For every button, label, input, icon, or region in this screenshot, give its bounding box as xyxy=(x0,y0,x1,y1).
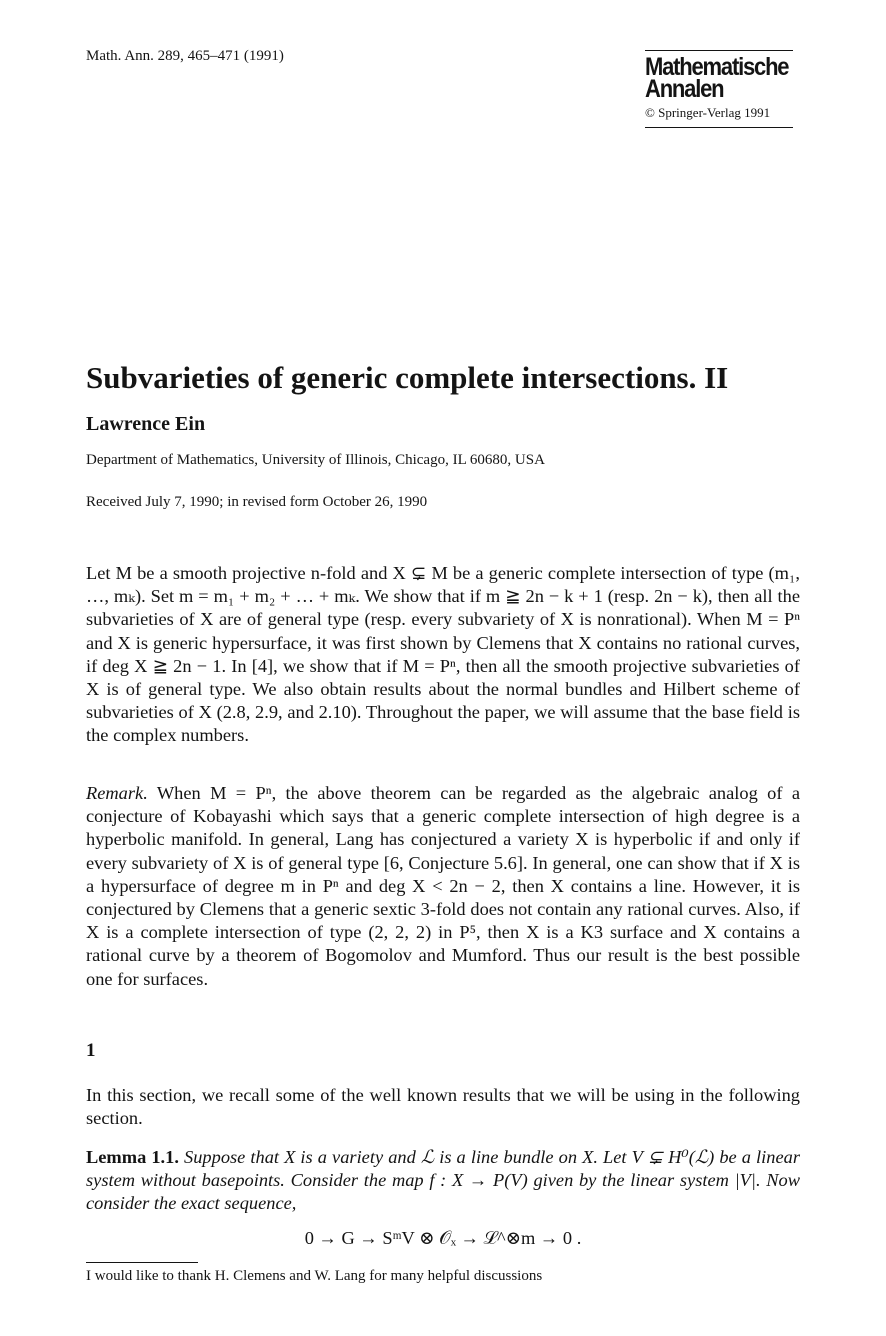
lemma-paragraph xyxy=(86,1146,800,1216)
citation-line: Math. Ann. 289, 465–471 (1991) xyxy=(86,48,284,64)
received-dates: Received July 7, 1990; in revised form October 26, 1990 xyxy=(86,494,428,510)
abstract-paragraph: Let M be a smooth projective n-fold and X ⊊ M be a generic complete intersection of type (m₁, …, mₖ). Set m = m₁ + m₂ + … + mₖ. We show that if m ≧ 2n − k + 1 (resp. 2n − k), then all the subvarieties of X are of general type (resp. every subvariety of X is nonrational). When M = Pⁿ and X is generic hypersurface, it was first shown by Clemens that X contains no rational curves, if deg X ≧ 2n − 1. In [4], we show that if M = Pⁿ, then all the smooth projective subvarieties of X is of general type. We also obtain results about the normal bundles and Hilbert scheme of subvarieties of X (2.8, 2.9, and 2.10). Throughout the paper, we will assume that the base field is the complex numbers. xyxy=(86,563,800,746)
section-heading: 1 xyxy=(86,1040,96,1061)
remark-paragraph xyxy=(86,782,800,991)
journal-logo xyxy=(645,50,793,128)
logo-bottom-rule xyxy=(645,127,793,128)
lemma-statement: Suppose that X is a variety and ℒ is a line bundle on X. Let V ⊊ H⁰(ℒ) be a linear system without basepoints. Consider the map f : X → P(V) given by the linear system |V|. Now consider the exact sequence, xyxy=(86,1147,800,1214)
footnote-rule xyxy=(86,1262,198,1263)
remark-text: When M = Pⁿ, the above theorem can be regarded as the algebraic analog of a conjecture of Kobayashi which says that a generic complete intersection of high degree is a hyperbolic manifold. In general, Lang has conjectured a variety X is hyperbolic if and only if every subvariety of X is of general type [6, Conjecture 5.6]. In general, one can show that if X is a hypersurface of degree m in Pⁿ and deg X < 2n − 2, then X contains a line. However, it is conjectured by Clemens that a generic sextic 3-fold does not contain any rational curves. Also, if X is a complete intersection of type (2, 2, 2) in P⁵, then X is a K3 surface and X contains a rational curve by a theorem of Bogomolov and Mumford. Thus our result is the best possible one for surfaces. xyxy=(86,783,800,989)
lemma-label: Lemma 1.1. xyxy=(86,1147,179,1167)
acknowledgement-footnote: I would like to thank H. Clemens and W. Lang for many helpful discussions xyxy=(86,1268,543,1284)
journal-name-line2: Annalen xyxy=(645,74,724,103)
author-affiliation: Department of Mathematics, University of Illinois, Chicago, IL 60680, USA xyxy=(86,452,545,468)
author-name: Lawrence Ein xyxy=(86,413,206,435)
exact-sequence-formula: 0 → G → SᵐV ⊗ 𝒪ₓ → ℒ^⊗m → 0 . xyxy=(304,1228,582,1248)
publisher-copyright: © Springer-Verlag 1991 xyxy=(645,105,771,120)
paper-title: Subvarieties of generic complete intersections. II xyxy=(86,360,729,395)
section-intro-paragraph: In this section, we recall some of the well known results that we will be using in the following section. xyxy=(86,1085,800,1129)
journal-name-line1: Mathematische xyxy=(645,52,789,81)
remark-label: Remark. xyxy=(86,783,148,803)
logo-top-rule xyxy=(645,50,793,51)
